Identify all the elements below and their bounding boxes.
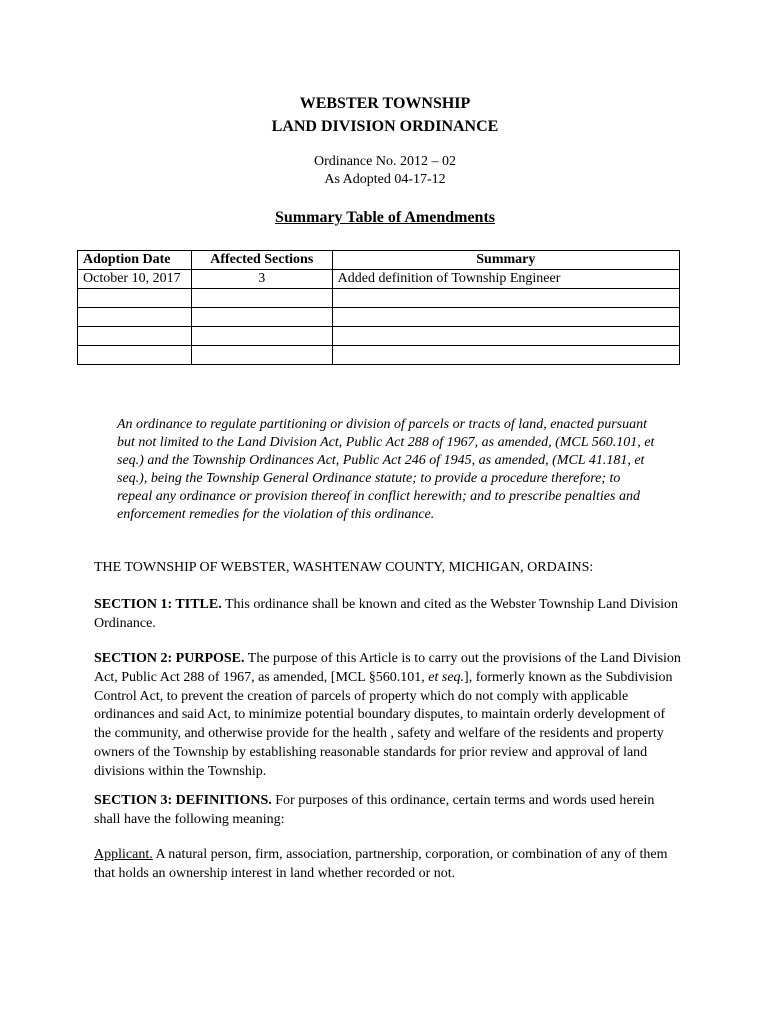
section-1-title xyxy=(94,596,684,634)
adoption-date-line: As Adopted 04-17-12 xyxy=(324,172,446,187)
definition-term: Applicant. xyxy=(94,847,153,862)
cell-affected-sections: 3 xyxy=(191,270,332,289)
section-2-heading: SECTION 2: PURPOSE. xyxy=(94,651,245,666)
table-header-row xyxy=(78,251,680,270)
table-row-empty xyxy=(78,308,680,327)
ordains-statement: THE TOWNSHIP OF WEBSTER, WASHTENAW COUNTY, MICHIGAN, ORDAINS: xyxy=(94,560,594,575)
section-2-purpose xyxy=(94,650,684,782)
document-title-line2: LAND DIVISION ORDINANCE xyxy=(271,118,499,135)
column-header-adoption-date: Adoption Date xyxy=(78,251,192,270)
definition-text: A natural person, firm, association, partnership, corporation, or combination of any of them that holds an ownership interest in land whether recorded or not. xyxy=(94,847,668,881)
section-1-heading: SECTION 1: TITLE. xyxy=(94,597,222,612)
document-title-line1: WEBSTER TOWNSHIP xyxy=(299,95,471,112)
column-header-affected-sections: Affected Sections xyxy=(191,251,332,270)
definition-applicant xyxy=(94,846,684,884)
section-2-text-italic: et seq. xyxy=(428,669,465,685)
section-3-text: For purposes of this ordinance, certain terms and words used herein shall have the following meaning: xyxy=(94,793,655,827)
table-row xyxy=(78,270,680,289)
amendments-table-title: Summary Table of Amendments xyxy=(274,209,496,226)
table-row-empty xyxy=(78,346,680,365)
section-3-definitions xyxy=(94,792,684,830)
section-2-text-after: ], formerly known as the Subdivision Control Act, to prevent the creation of parcels of property which do not comply with applicable ordinances and said Act, to minimize potential boundary disputes, to maintain orderly development of the community, and otherwise provide for the health , safety and welfare of the residents and property owners of the Township by establishing reasonable standards for prior review and approval of land divisions within the Township. xyxy=(94,669,673,779)
section-3-heading: SECTION 3: DEFINITIONS. xyxy=(94,793,272,808)
table-row-empty xyxy=(78,289,680,308)
cell-summary: Added definition of Township Engineer xyxy=(332,270,679,289)
amendments-table xyxy=(77,250,680,365)
section-2-text-before: The purpose of this Article is to carry out the provisions of the Land Division Act, Public Act 288 of 1967, as amended, [MCL §560.101, xyxy=(94,651,681,685)
ordinance-number: Ordinance No. 2012 – 02 xyxy=(314,154,456,169)
table-row-empty xyxy=(78,327,680,346)
cell-adoption-date: October 10, 2017 xyxy=(78,270,192,289)
column-header-summary: Summary xyxy=(332,251,679,270)
section-1-text: This ordinance shall be known and cited as the Webster Township Land Division Ordinance. xyxy=(94,597,679,631)
ordinance-preamble: An ordinance to regulate partitioning or division of parcels or tracts of land, enacted pursuant but not limited to the Land Division Act, Public Act 288 of 1967, as amended, (MCL 560.101, et seq.) and the Township Ordinances Act, Public Act 246 of 1945, as amended, (MCL 41.181, et seq.), being the Township General Ordinance statute; to provide a procedure therefore; to repeal any ordinance or provision thereof in conflict herewith; and to prescribe penalties and enforcement remedies for the violation of this ordinance. xyxy=(117,417,655,523)
